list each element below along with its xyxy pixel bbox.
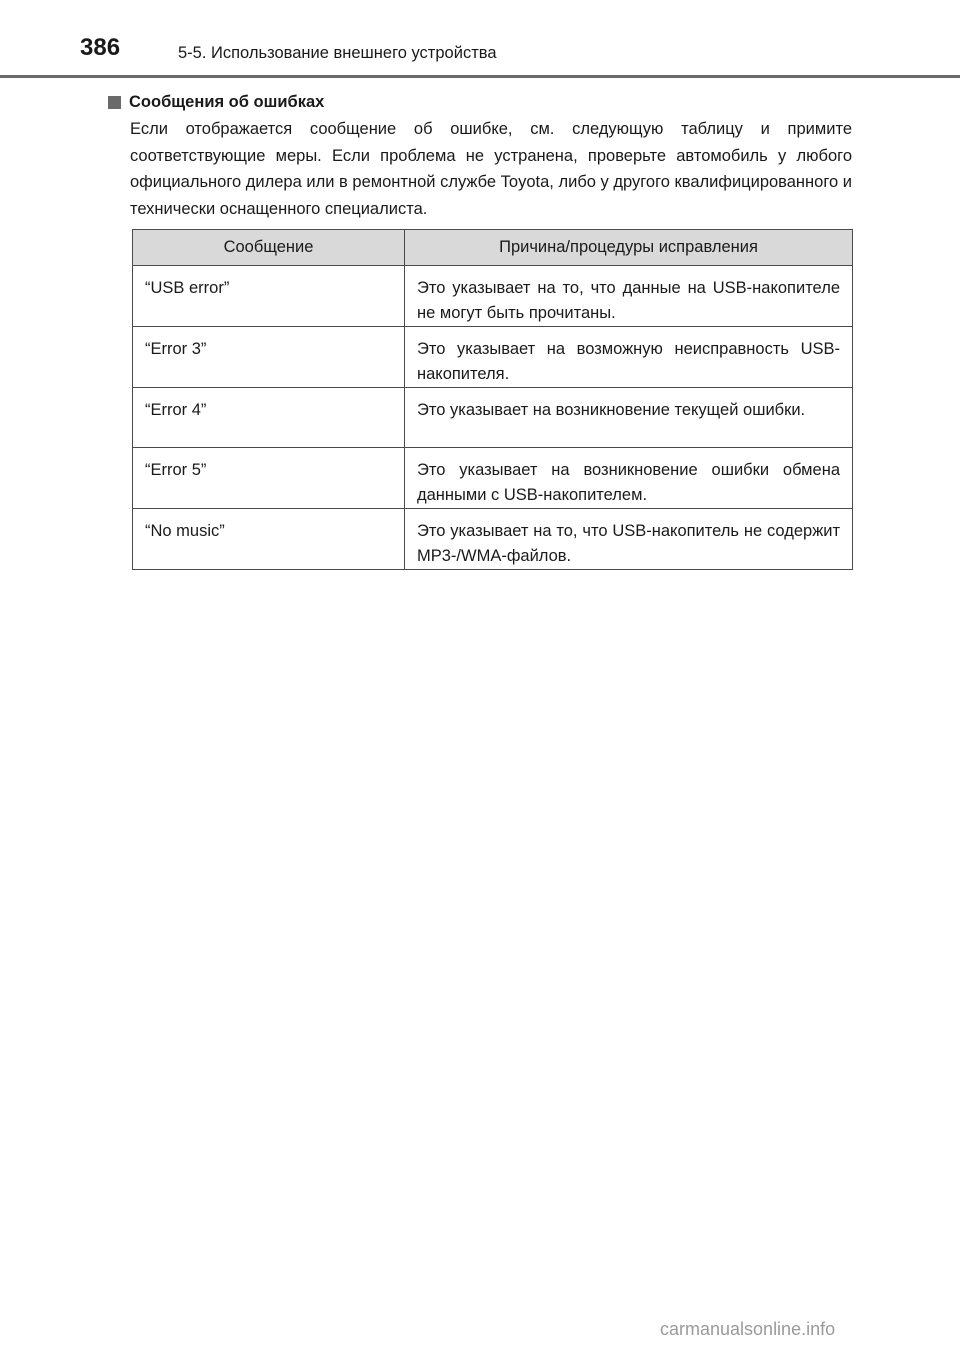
column-header-message: Сообщение [133,230,405,266]
page-header [0,0,960,80]
column-header-cause: Причина/процедуры исправления [405,230,853,266]
cause-cell: Это указывает на то, что USB-накопитель не содержит MP3-/WMA-файлов. [405,509,853,570]
error-messages-table [132,229,853,570]
page-number: 386 [80,34,121,61]
message-cell: “No music” [133,509,405,570]
watermark: carmanualsonline.info [660,1319,836,1339]
cause-cell: Это указывает на то, что данные на USB-накопителе не могут быть прочитаны. [405,266,853,327]
cause-cell: Это указывает на возникновение ошибки обмена данными с USB-накопителем. [405,448,853,509]
message-cell: “Error 3” [133,327,405,388]
intro-paragraph: Если отображается сообщение об ошибке, см. следующую таблицу и примите соответствующие меры. Если проблема не устранена, проверьте автомобиль у любого официального дилера или в ремонтной службе Toyota, либо у другого квалифицированного и технически оснащенного специалиста. [130,120,852,218]
square-bullet-icon [108,96,121,109]
table-header-row [133,230,853,266]
cause-cell: Это указывает на возможную неисправность USB-накопителя. [405,327,853,388]
header-divider [0,75,960,78]
section-title: 5-5. Использование внешнего устройства [178,44,497,62]
subsection-title: Сообщения об ошибках [129,93,325,111]
message-cell: “Error 5” [133,448,405,509]
table-row [133,448,853,509]
table-row [133,509,853,570]
table-row [133,266,853,327]
subsection-heading [108,92,324,112]
message-cell: “Error 4” [133,388,405,448]
message-cell: “USB error” [133,266,405,327]
table-row [133,327,853,388]
cause-cell: Это указывает на возникновение текущей ошибки. [405,388,853,448]
table-row [133,388,853,448]
